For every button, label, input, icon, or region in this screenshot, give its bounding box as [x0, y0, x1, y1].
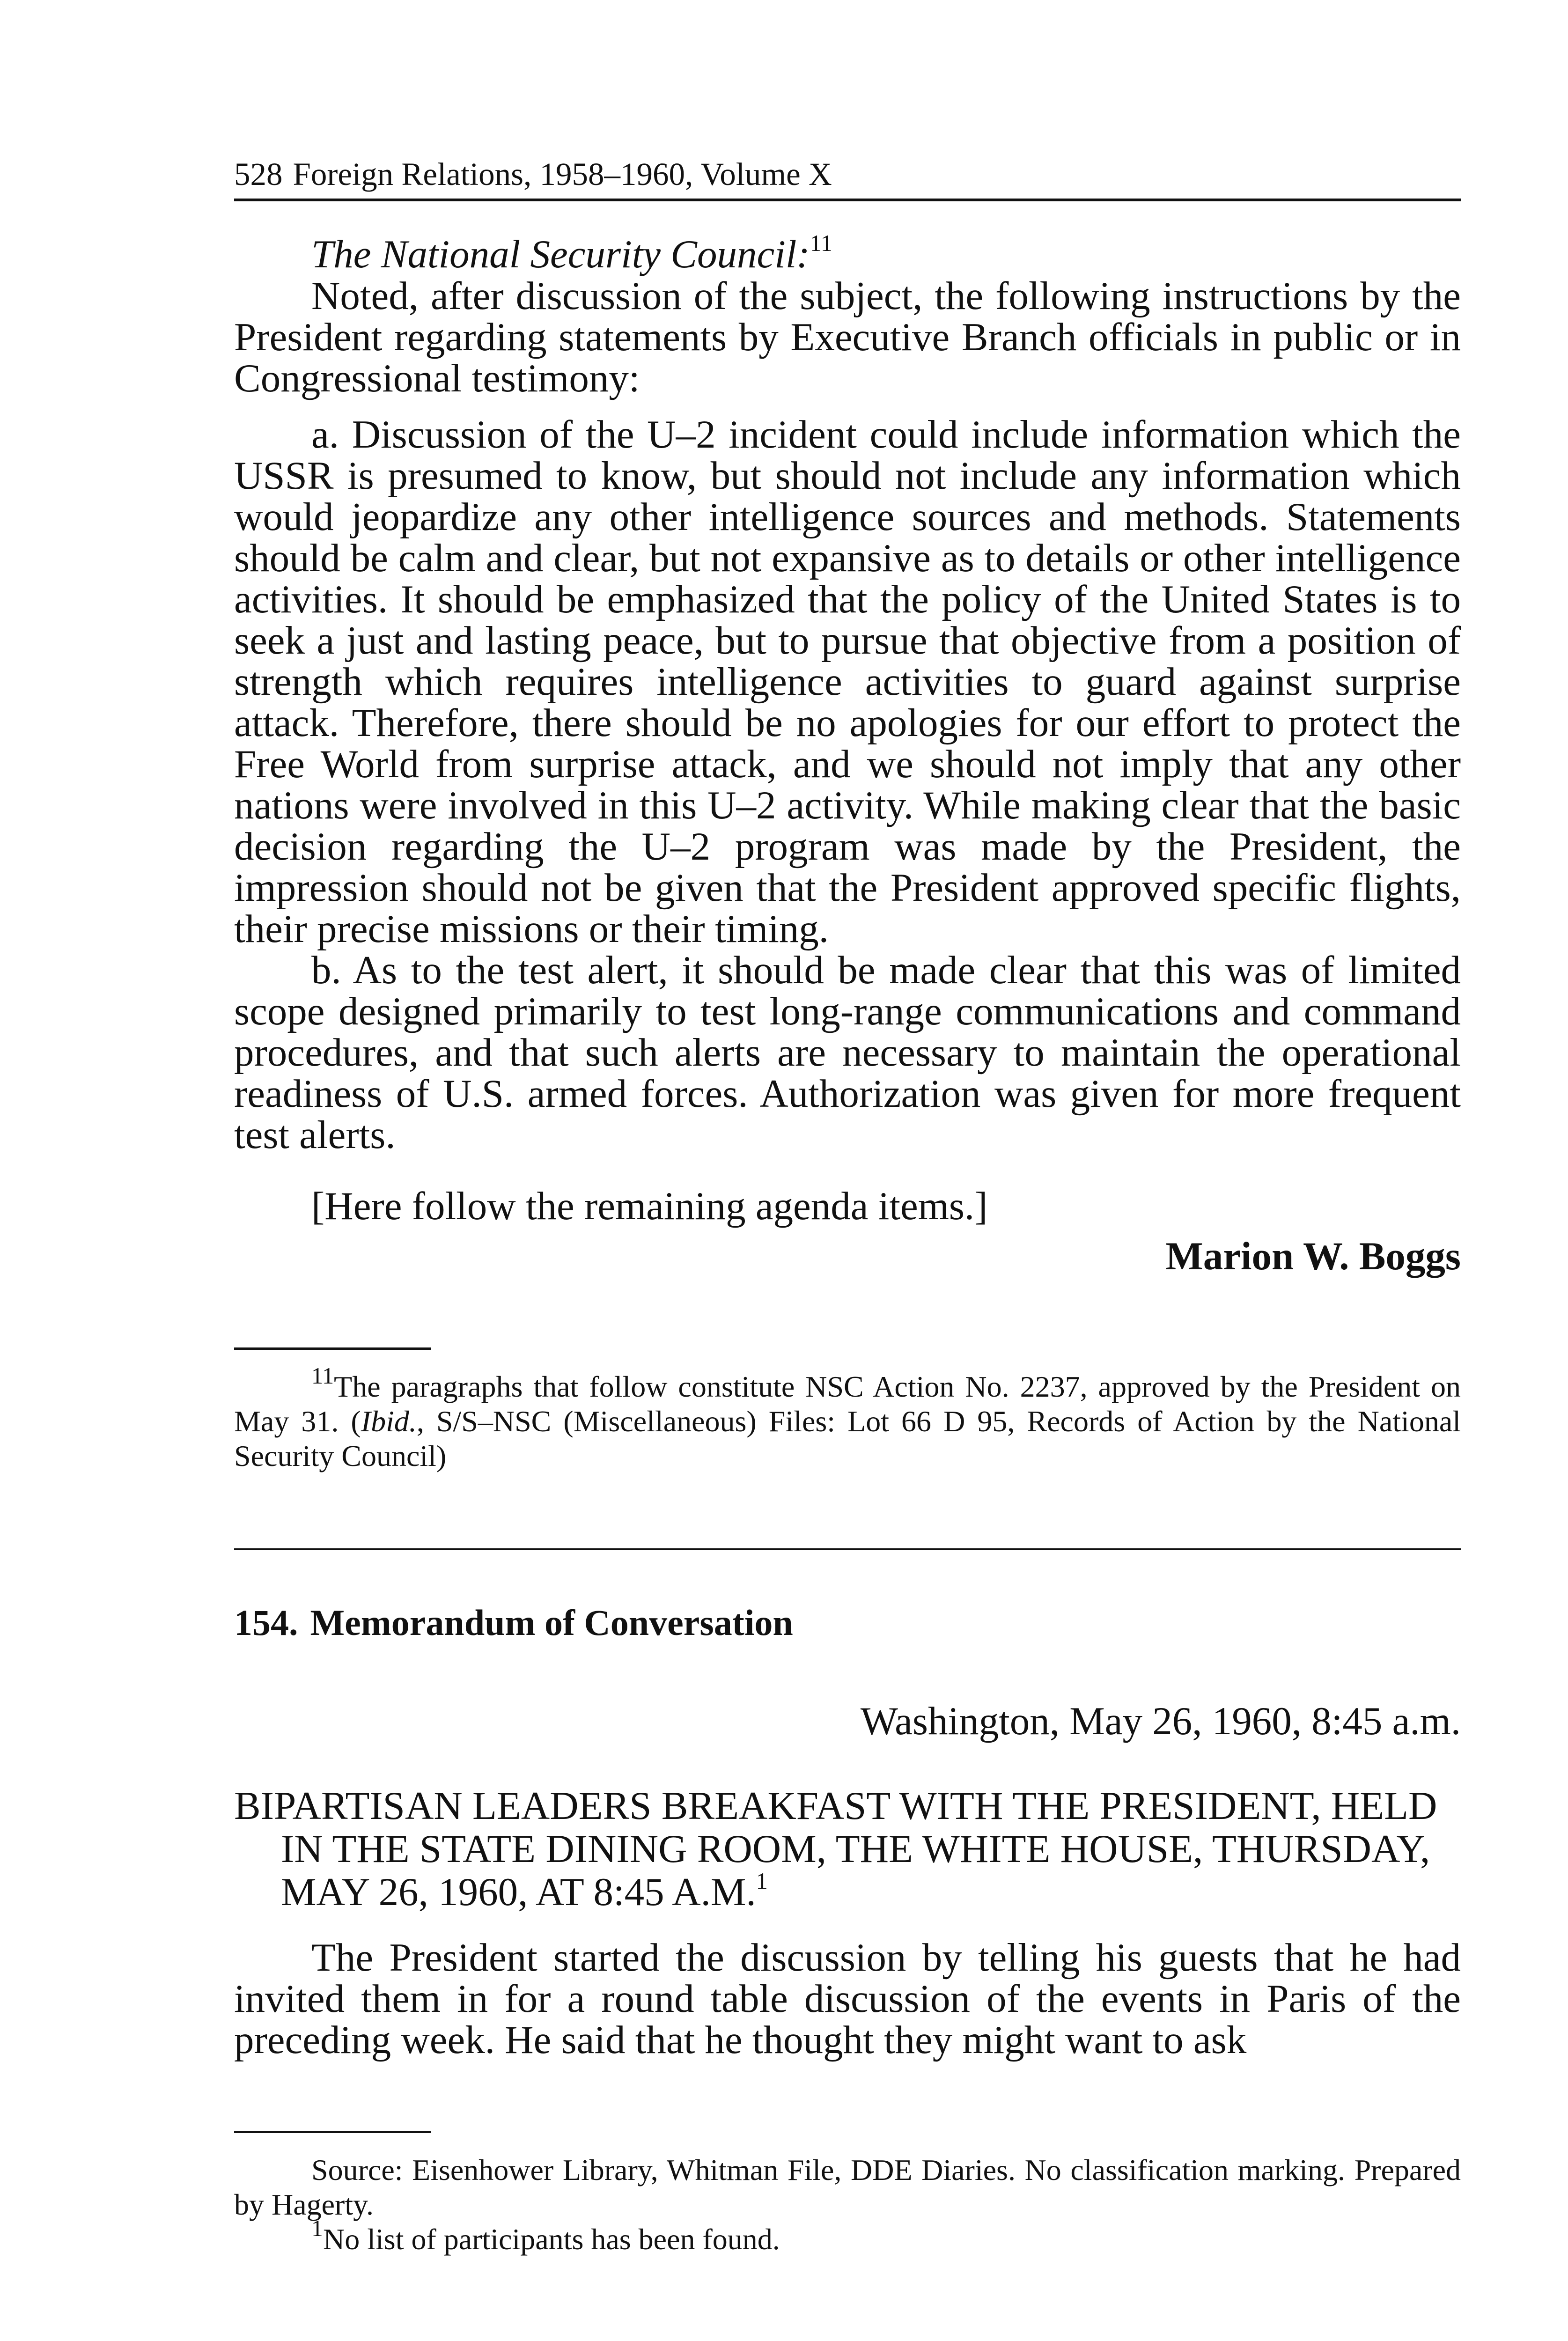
footnote-1 [234, 2215, 1461, 2257]
document-number: 154. [234, 1602, 298, 1643]
footnote-11-ibid: Ibid. [361, 1405, 417, 1438]
document-title: Memorandum of Conversation [310, 1602, 793, 1643]
footnote-1-text: No list of participants has been found. [323, 2223, 780, 2256]
dateline: Washington, May 26, 1960, 8:45 a.m. [860, 1699, 1461, 1743]
source-note-text: Source: Eisenhower Library, Whitman File, DDE Diaries. No classification marking. Prepared by Hagerty. [234, 2153, 1461, 2221]
footnote-ref-1: 1 [756, 1867, 768, 1894]
instruction-b-paragraph: b. As to the test alert, it should be made clear that this was of limited scope designed primarily to test long-range communications and command procedures, and that such alerts are necessary to maintain the operational readiness of U.S. armed forces. Authorization was given for more frequent test alerts. [234, 948, 1461, 1157]
footnote-marker-1: 1 [311, 2215, 323, 2241]
footnote-11 [234, 1362, 1461, 1473]
nsc-intro-paragraph: Noted, after discussion of the subject, the following instructions by the President regarding statements by Executive Branch officials in public or in Congressional testimony: [234, 274, 1461, 400]
page-number: 528 [234, 156, 283, 192]
footnote-ref-11: 11 [810, 229, 832, 256]
footnote-11-text-a: The paragraphs that follow constitute NSC Action No. 2237, approved by the President on May 31. ( [234, 1370, 1461, 1438]
nsc-heading-text: The National Security Council: [311, 232, 810, 276]
subject-line [234, 1784, 1461, 1914]
source-note [234, 2153, 1461, 2222]
bracket-note: [Here follow the remaining agenda items.] [311, 1184, 988, 1228]
page [234, 155, 1461, 2257]
signature: Marion W. Boggs [1165, 1234, 1461, 1278]
footnote-marker-11: 11 [311, 1362, 334, 1389]
document-heading [234, 1602, 1461, 1644]
memo-body-paragraph: The President started the discussion by telling his guests that he had invited them in for a round table discussion of the events in Paris of the preceding week. He said that he thought they might want to ask [234, 1936, 1461, 2062]
instruction-a-paragraph: a. Discussion of the U–2 incident could include information which the USSR is presumed to know, but should not include any information which would jeopardize any other intelligence sources and methods. Statements should be calm and clear, but not expansive as to details or other intelligence activities. It should be emphasized that the policy of the United States is to seek a just and lasting peace, but to pursue that objective from a position of strength which requires intelligence activities to guard against surprise attack. Therefore, there should be no apologies for our effort to protect the Free World from surprise attack, and we should not imply that any other nations were involved in this U–2 activity. While making clear that the basic decision regarding the U–2 program was made by the President, the impression should not be given that the President approved specific flights, their precise missions or their timing. [234, 412, 1461, 951]
footnote-11-text-b: , S/S–NSC (Miscellaneous) Files: Lot 66 D 95, Records of Action by the National Security Council) [234, 1405, 1461, 1472]
subject-text: BIPARTISAN LEADERS BREAKFAST WITH THE PRESIDENT, HELD IN THE STATE DINING ROOM, THE WHITE HOUSE, THURSDAY, MAY 26, 1960, AT 8:45 A.M. [234, 1784, 1437, 1914]
nsc-heading [311, 229, 1461, 276]
volume-title: Foreign Relations, 1958–1960, Volume X [293, 156, 832, 192]
running-head [234, 155, 1461, 201]
